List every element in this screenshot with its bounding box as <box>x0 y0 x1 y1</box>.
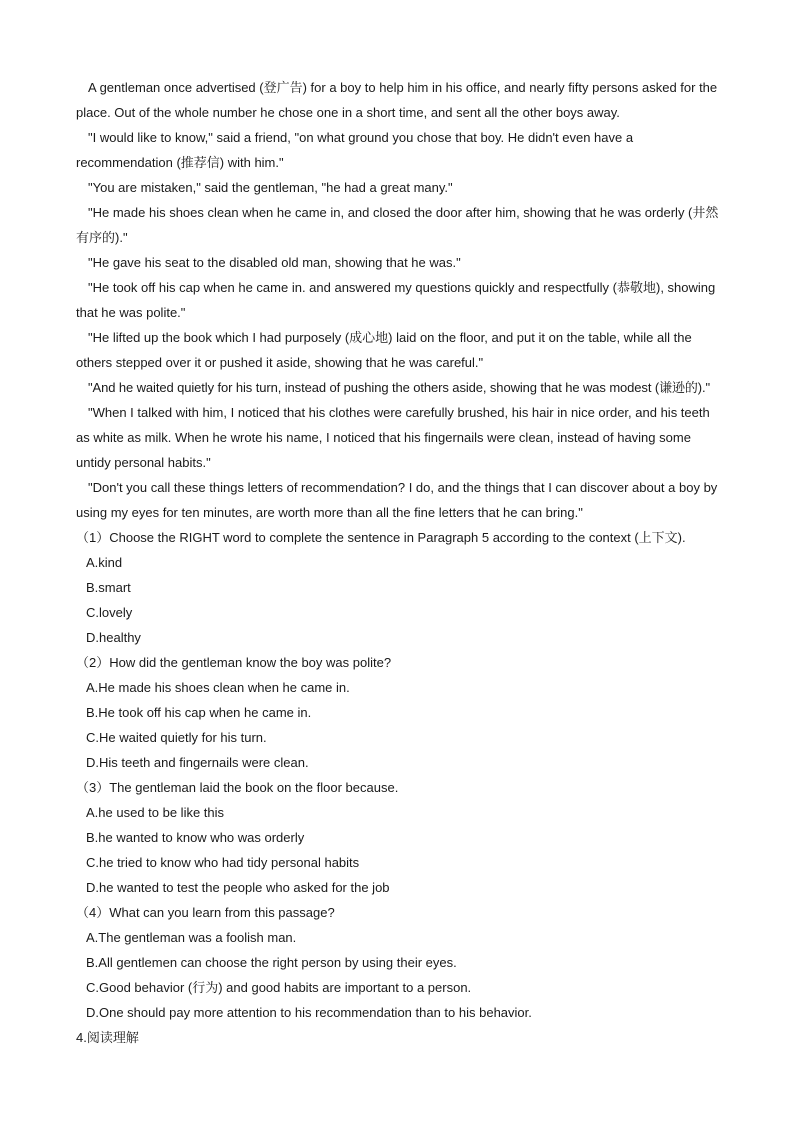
answer-option: C.he tried to know who had tidy personal habits <box>86 855 360 870</box>
passage-line: using my eyes for ten minutes, are worth more than all the fine letters that he can bring." <box>76 505 583 520</box>
passage-line: "Don't you call these things letters of recommendation? I do, and the things that I can discover about a boy by <box>88 480 718 495</box>
answer-option: B.He took off his cap when he came in. <box>86 705 312 720</box>
answer-option: A.he used to be like this <box>86 805 225 820</box>
question-stem: （1）Choose the RIGHT word to complete the sentence in Paragraph 5 according to the context (上下文). <box>76 530 686 545</box>
passage-line: that he was polite." <box>76 305 186 320</box>
passage-line: 有序的)." <box>76 230 128 245</box>
passage-line: "When I talked with him, I noticed that his clothes were carefully brushed, his hair in nice order, and his teeth <box>88 405 710 420</box>
section-heading: 4.阅读理解 <box>76 1030 139 1045</box>
answer-option: A.The gentleman was a foolish man. <box>86 930 297 945</box>
answer-option: C.lovely <box>86 605 133 620</box>
answer-option: D.His teeth and fingernails were clean. <box>86 755 309 770</box>
answer-option: A.He made his shoes clean when he came in. <box>86 680 350 695</box>
passage-line: "And he waited quietly for his turn, instead of pushing the others aside, showing that he was modest (谦逊的)." <box>88 380 711 395</box>
passage-line: A gentleman once advertised (登广告) for a boy to help him in his office, and nearly fifty persons asked for the <box>88 80 718 95</box>
question-stem: （3）The gentleman laid the book on the floor because. <box>76 780 399 795</box>
passage-line: "He made his shoes clean when he came in, and closed the door after him, showing that he was orderly (井然 <box>88 205 719 220</box>
passage-line: "He gave his seat to the disabled old man, showing that he was." <box>88 255 461 270</box>
passage-line: untidy personal habits." <box>76 455 211 470</box>
answer-option: B.All gentlemen can choose the right person by using their eyes. <box>86 955 457 970</box>
passage-line: "I would like to know," said a friend, "on what ground you chose that boy. He didn't even have a <box>88 130 634 145</box>
question-stem: （4）What can you learn from this passage? <box>76 905 335 920</box>
passage-line: as white as milk. When he wrote his name, I noticed that his fingernails were clean, instead of having some <box>76 430 691 445</box>
answer-option: B.he wanted to know who was orderly <box>86 830 305 845</box>
answer-option: D.One should pay more attention to his recommendation than to his behavior. <box>86 1005 532 1020</box>
answer-option: D.he wanted to test the people who asked for the job <box>86 880 390 895</box>
passage-line: others stepped over it or pushed it aside, showing that he was careful." <box>76 355 484 370</box>
answer-option: D.healthy <box>86 630 141 645</box>
answer-option: A.kind <box>86 555 123 570</box>
question-stem: （2）How did the gentleman know the boy was polite? <box>76 655 392 670</box>
answer-option: B.smart <box>86 580 131 595</box>
answer-option: C.He waited quietly for his turn. <box>86 730 267 745</box>
passage-line: "He lifted up the book which I had purposely (成心地) laid on the floor, and put it on the table, while all the <box>88 330 692 345</box>
passage-line: "You are mistaken," said the gentleman, "he had a great many." <box>88 180 453 195</box>
answer-option: C.Good behavior (行为) and good habits are important to a person. <box>86 980 472 995</box>
passage-line: recommendation (推荐信) with him." <box>76 155 284 170</box>
passage-line: place. Out of the whole number he chose one in a short time, and sent all the other boys away. <box>76 105 620 120</box>
passage-line: "He took off his cap when he came in. and answered my questions quickly and respectfully (恭敬地), showing <box>88 280 716 295</box>
